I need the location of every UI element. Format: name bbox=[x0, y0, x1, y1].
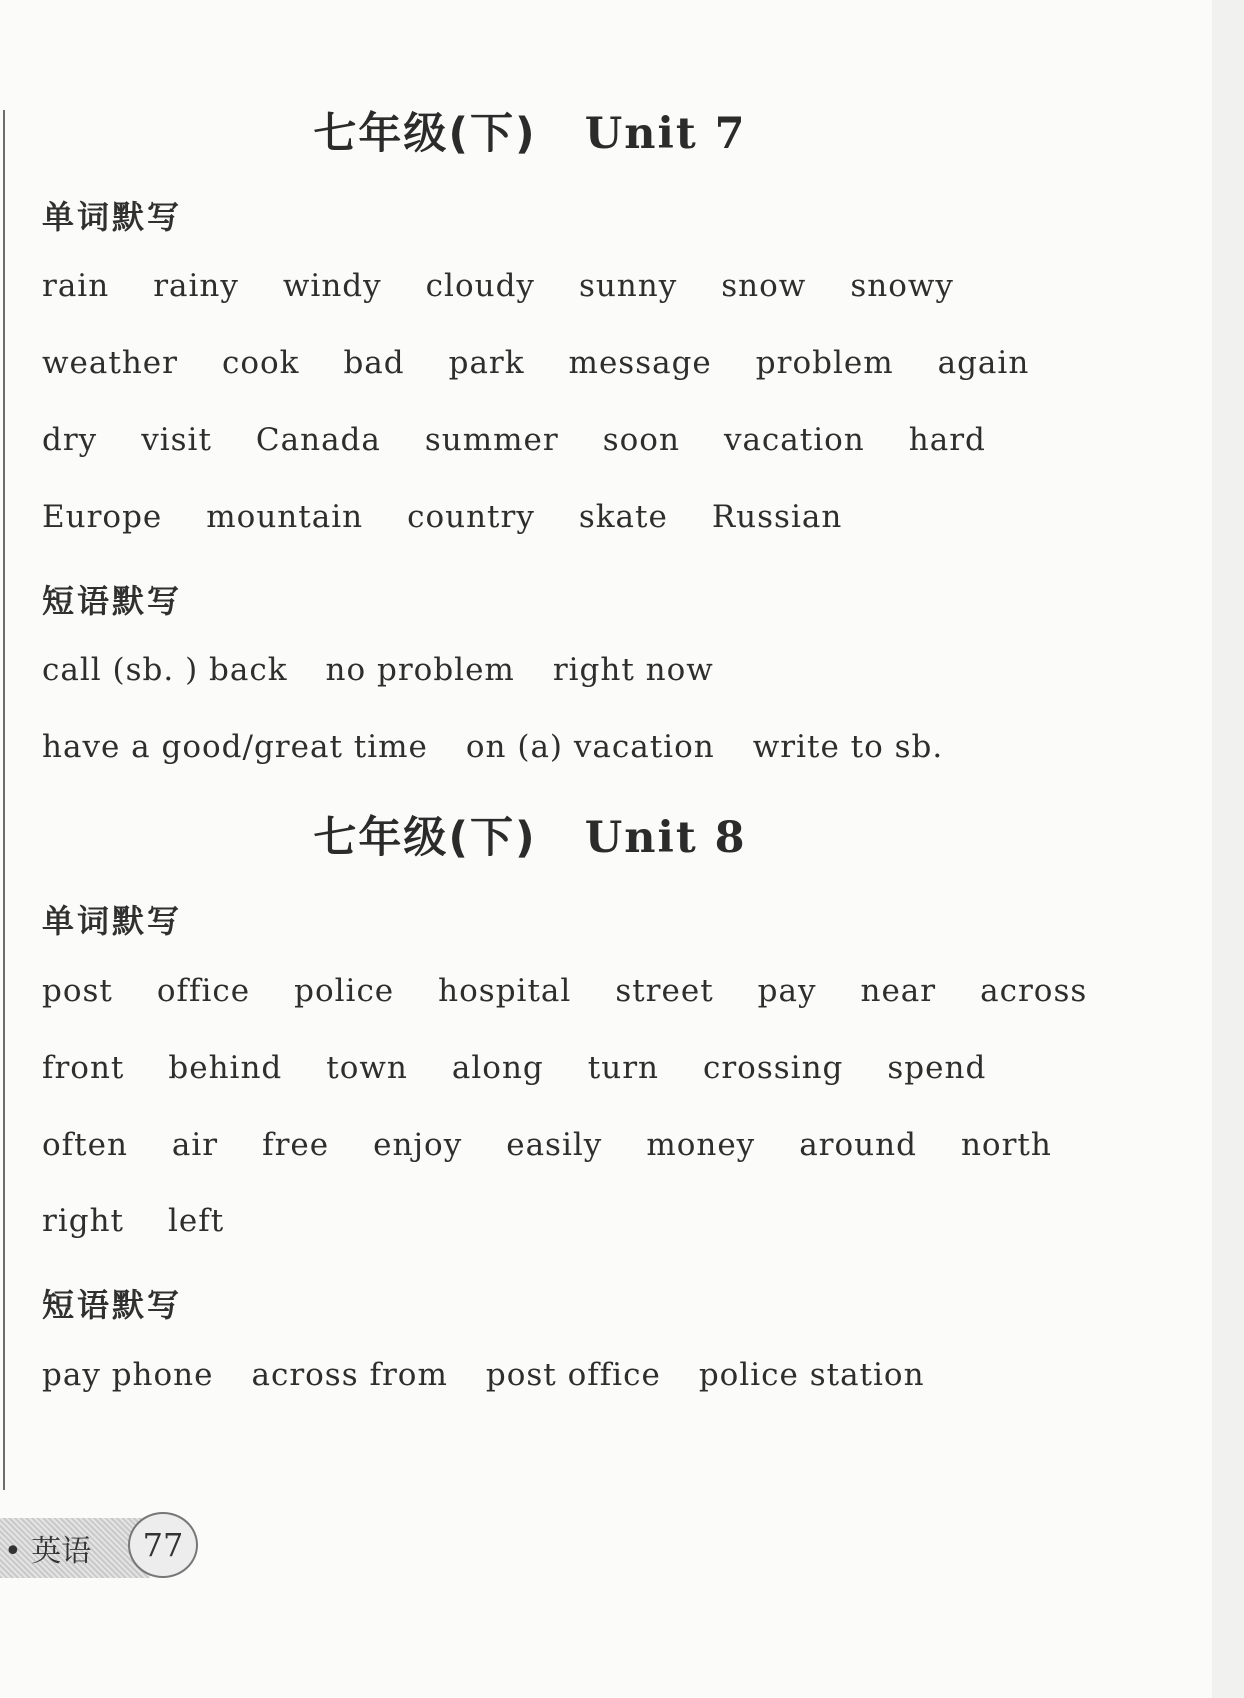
unit-7-word-row-2 bbox=[42, 345, 1073, 381]
word: skate bbox=[578, 499, 668, 535]
phrase: right now bbox=[552, 652, 714, 688]
word: summer bbox=[424, 422, 559, 458]
unit-7-word-row-3 bbox=[42, 422, 1030, 458]
word: easily bbox=[506, 1127, 603, 1163]
word: soon bbox=[602, 422, 680, 458]
word: dry bbox=[42, 422, 98, 458]
phrase: post office bbox=[485, 1357, 661, 1393]
page-number-badge bbox=[128, 1512, 198, 1578]
page-footer bbox=[0, 1508, 200, 1580]
word: behind bbox=[168, 1050, 283, 1086]
margin-rule bbox=[3, 110, 5, 1490]
unit-7-phrase-row-2 bbox=[42, 729, 981, 765]
word: post bbox=[42, 973, 113, 1009]
word: rainy bbox=[153, 268, 239, 304]
word: snow bbox=[721, 268, 807, 304]
word: right bbox=[42, 1203, 125, 1239]
word: windy bbox=[282, 268, 382, 304]
word: spend bbox=[887, 1050, 987, 1086]
word: park bbox=[448, 345, 525, 381]
word: bad bbox=[343, 345, 405, 381]
word: mountain bbox=[206, 499, 364, 535]
word: free bbox=[262, 1127, 330, 1163]
phrase: call (sb. ) back bbox=[42, 652, 288, 688]
phrase: pay phone bbox=[42, 1357, 214, 1393]
word: along bbox=[451, 1050, 544, 1086]
word: police bbox=[294, 973, 395, 1009]
unit-7-words-heading: 单词默写 bbox=[42, 198, 183, 236]
unit-8-word-row-3 bbox=[42, 1127, 1096, 1163]
unit-7-title bbox=[0, 100, 1060, 161]
unit-8-word-row-4 bbox=[42, 1203, 268, 1239]
word: money bbox=[646, 1127, 756, 1163]
page-edge bbox=[1212, 0, 1244, 1698]
word: hospital bbox=[438, 973, 572, 1009]
phrase: write to sb. bbox=[752, 729, 944, 765]
word: vacation bbox=[723, 422, 865, 458]
word: turn bbox=[587, 1050, 659, 1086]
word: hard bbox=[908, 422, 986, 458]
word: front bbox=[42, 1050, 125, 1086]
word: cloudy bbox=[425, 268, 535, 304]
phrase: on (a) vacation bbox=[465, 729, 715, 765]
word: often bbox=[42, 1127, 128, 1163]
word: message bbox=[568, 345, 712, 381]
unit-8-word-row-1 bbox=[42, 973, 1131, 1009]
unit-7-word-row-4 bbox=[42, 499, 886, 535]
word: Russian bbox=[711, 499, 843, 535]
word: sunny bbox=[578, 268, 678, 304]
unit-8-title bbox=[0, 804, 1060, 865]
word: north bbox=[960, 1127, 1052, 1163]
unit-8-word-row-2 bbox=[42, 1050, 1030, 1086]
word: town bbox=[326, 1050, 408, 1086]
word: enjoy bbox=[373, 1127, 463, 1163]
word: near bbox=[860, 973, 937, 1009]
phrase: have a good/great time bbox=[42, 729, 428, 765]
word: air bbox=[171, 1127, 219, 1163]
unit-7-word-row-1 bbox=[42, 268, 998, 304]
word: rain bbox=[42, 268, 110, 304]
page-number: 77 bbox=[142, 1526, 184, 1564]
word: cook bbox=[221, 345, 300, 381]
unit-8-title-en: Unit 8 bbox=[584, 813, 747, 863]
word: across bbox=[980, 973, 1088, 1009]
phrase: across from bbox=[251, 1357, 448, 1393]
unit-7-title-en: Unit 7 bbox=[584, 109, 747, 159]
word: office bbox=[156, 973, 251, 1009]
unit-8-title-cn: 七年级(下) bbox=[313, 813, 537, 863]
phrase: no problem bbox=[325, 652, 515, 688]
unit-8-phrase-row-1 bbox=[42, 1357, 963, 1393]
word: again bbox=[937, 345, 1030, 381]
word: pay bbox=[757, 973, 817, 1009]
word: visit bbox=[141, 422, 212, 458]
word: Canada bbox=[255, 422, 381, 458]
footer-subject: • 英语 bbox=[4, 1534, 92, 1569]
word: Europe bbox=[42, 499, 163, 535]
word: snowy bbox=[850, 268, 954, 304]
word: left bbox=[168, 1203, 225, 1239]
word: problem bbox=[755, 345, 894, 381]
unit-8-phrases-heading: 短语默写 bbox=[42, 1286, 183, 1324]
word: country bbox=[407, 499, 535, 535]
unit-7-title-cn: 七年级(下) bbox=[313, 109, 537, 159]
word: crossing bbox=[703, 1050, 844, 1086]
unit-8-words-heading: 单词默写 bbox=[42, 902, 183, 940]
unit-7-phrases-heading: 短语默写 bbox=[42, 582, 183, 620]
word: weather bbox=[42, 345, 178, 381]
phrase: police station bbox=[698, 1357, 925, 1393]
word: street bbox=[615, 973, 714, 1009]
unit-7-phrase-row-1 bbox=[42, 652, 752, 688]
word: around bbox=[799, 1127, 917, 1163]
